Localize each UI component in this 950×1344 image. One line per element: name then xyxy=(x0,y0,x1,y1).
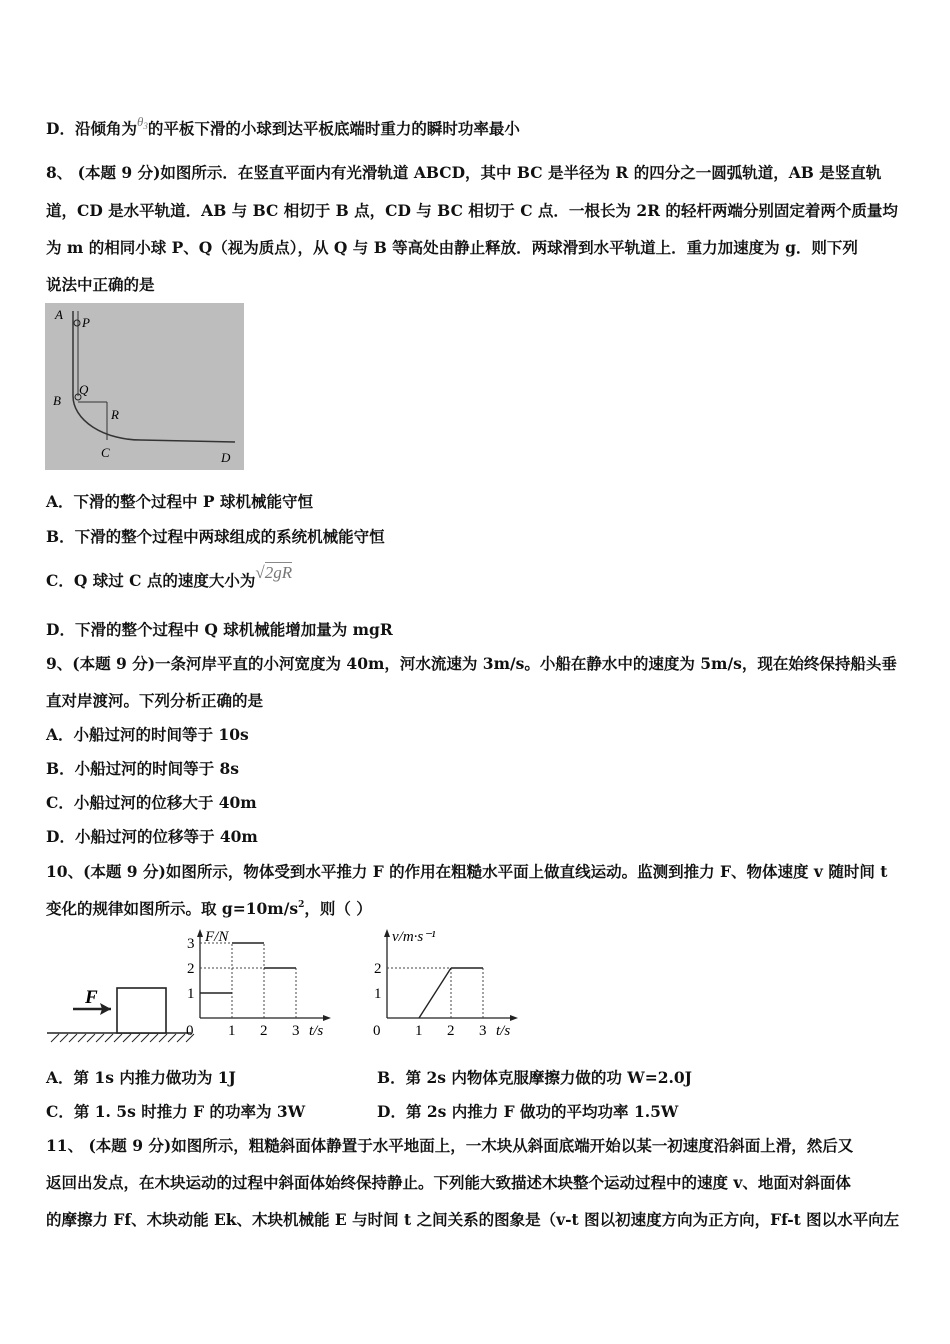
q9-option-d: D．小船过河的位移等于 40m xyxy=(46,827,258,846)
ground-hatch xyxy=(159,1034,167,1042)
ground-hatch xyxy=(132,1034,140,1042)
ground-hatch xyxy=(51,1034,59,1042)
q8-option-d: D．下滑的整个过程中 Q 球机械能增加量为 mgR xyxy=(46,620,393,639)
q11-stem-line1: 11、 (本题 9 分)如图所示，粗糙斜面体静置于水平地面上，一木块从斜面底端开始以某一初速度沿斜面上滑，然后又 xyxy=(46,1136,854,1155)
x-tick-label: 0 xyxy=(186,1023,194,1039)
ground-hatch xyxy=(123,1034,131,1042)
ground-hatch xyxy=(141,1034,149,1042)
label-d: D xyxy=(221,450,231,465)
y-tick-label: 2 xyxy=(374,961,382,977)
q8-stem-line3: 为 m 的相同小球 P、Q（视为质点），从 Q 与 B 等高处由静止释放．两球滑到水平轨道上．重力加速度为 g．则下列 xyxy=(46,238,858,257)
force-label: F xyxy=(85,987,98,1008)
ground-hatch xyxy=(78,1034,86,1042)
label-q: Q xyxy=(79,382,89,397)
q7-option-d-text: D．沿倾角为 xyxy=(46,119,137,138)
x-tick-label: 3 xyxy=(479,1023,487,1039)
q8-option-b: B．下滑的整个过程中两球组成的系统机械能守恒 xyxy=(46,527,385,546)
x-tick-label: 2 xyxy=(260,1023,268,1039)
q8-stem-line2: 道，CD 是水平轨道．AB 与 BC 相切于 B 点，CD 与 BC 相切于 C 点．一根长为 2R 的轻杆两端分别固定着两个质量均 xyxy=(46,201,898,220)
y-tick-label: 3 xyxy=(187,936,195,952)
label-r: R xyxy=(111,407,119,422)
q11-stem-line3: 的摩擦力 Ff、木块动能 Ek、木块机械能 E 与时间 t 之间关系的图象是（v-t 图以初速度方向为正方向，Ff-t 图以水平向左 xyxy=(46,1210,900,1229)
x-tick-label: 0 xyxy=(373,1023,381,1039)
x-tick-label: 1 xyxy=(228,1023,236,1039)
ground-hatch xyxy=(168,1034,176,1042)
q9-option-c: C．小船过河的位移大于 40m xyxy=(46,793,257,812)
q7-option-d xyxy=(46,114,520,139)
q11-stem-line2: 返回出发点，在木块运动的过程中斜面体始终保持静止。下列能大致描述木块整个运动过程中的速度 v、地面对斜面体 xyxy=(46,1173,851,1192)
q10-stem-line1: 10、(本题 9 分)如图所示，物体受到水平推力 F 的作用在粗糙水平面上做直线运动。监测到推力 F、物体速度 v 随时间 t xyxy=(46,862,888,881)
label-p: P xyxy=(82,315,90,330)
q8-track-figure xyxy=(45,303,244,470)
theta-symbol: θ3 xyxy=(136,114,148,131)
q9-option-a: A．小船过河的时间等于 10s xyxy=(46,725,249,744)
y-tick-label: 1 xyxy=(187,986,195,1002)
q10-option-d: D．第 2s 内推力 F 做功的平均功率 1.5W xyxy=(377,1102,679,1121)
ground-hatch xyxy=(87,1034,95,1042)
q7-option-d-tail: 的平板下滑的小球到达平板底端时重力的瞬时功率最小 xyxy=(147,119,520,138)
q10-option-c: C．第 1. 5s 时推力 F 的功率为 3W xyxy=(46,1102,306,1121)
y-tick-label: 1 xyxy=(374,986,382,1002)
label-a: A xyxy=(55,307,63,322)
ground-hatch xyxy=(114,1034,122,1042)
ground-hatch xyxy=(96,1034,104,1042)
q10-stem-line2: 变化的规律如图所示。取 $g=10m/s^2$，则（ ） xyxy=(46,899,372,918)
x-axis-label: t/s xyxy=(309,1023,324,1039)
ground-hatch xyxy=(60,1034,68,1042)
sqrt-expression: √2gR xyxy=(255,563,293,582)
x-axis-arrow xyxy=(323,1015,331,1021)
x-axis-arrow xyxy=(510,1015,518,1021)
x-tick-label: 1 xyxy=(415,1023,423,1039)
q9-option-b: B．小船过河的时间等于 8s xyxy=(46,759,240,778)
x-tick-label: 2 xyxy=(447,1023,455,1039)
q10-block-figure xyxy=(45,982,195,1044)
y-axis-arrow xyxy=(197,929,203,937)
series-segment xyxy=(419,968,451,1018)
y-tick-label: 2 xyxy=(187,961,195,977)
f-t-chart xyxy=(183,925,348,1040)
q8-option-c xyxy=(46,563,293,591)
v-t-chart xyxy=(370,925,535,1040)
y-axis-label: F/N xyxy=(205,929,229,945)
q8-stem-line1: 8、 (本题 9 分)如图所示．在竖直平面内有光滑轨道 ABCD，其中 BC 是半径为 R 的四分之一圆弧轨道，AB 是竖直轨 xyxy=(46,163,882,182)
q8-option-a: A．下滑的整个过程中 P 球机械能守恒 xyxy=(46,492,313,511)
ground-hatch xyxy=(105,1034,113,1042)
y-axis-label: v/m·s⁻¹ xyxy=(392,929,436,945)
q9-stem-line1: 9、(本题 9 分)一条河岸平直的小河宽度为 40m，河水流速为 3m/s。小船在静水中的速度为 5m/s，现在始终保持船头垂 xyxy=(46,654,897,673)
q8-stem-line4: 说法中正确的是 xyxy=(46,275,155,294)
x-tick-label: 3 xyxy=(292,1023,300,1039)
q9-stem-line2: 直对岸渡河。下列分析正确的是 xyxy=(46,691,264,710)
q10-option-a: A．第 1s 内推力做功为 1J xyxy=(46,1068,236,1087)
y-axis-arrow xyxy=(384,929,390,937)
label-c: C xyxy=(101,445,110,460)
q10-option-b: B．第 2s 内物体克服摩擦力做的功 W=2.0J xyxy=(377,1068,692,1087)
block xyxy=(117,988,166,1033)
x-axis-label: t/s xyxy=(496,1023,511,1039)
ground-hatch xyxy=(150,1034,158,1042)
ground-hatch xyxy=(69,1034,77,1042)
label-b: B xyxy=(53,393,61,408)
q8-option-c-text: C．Q 球过 C 点的速度大小为 xyxy=(46,571,256,590)
